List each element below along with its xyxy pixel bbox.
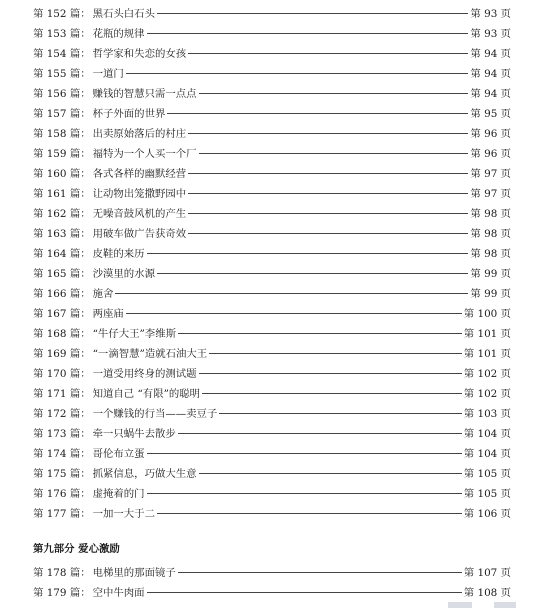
dot-leader xyxy=(199,473,462,474)
table-of-contents xyxy=(33,2,511,522)
entry-title: 一道受用终身的测试题 xyxy=(92,367,197,380)
dot-leader xyxy=(188,173,468,174)
toc-entry xyxy=(33,222,511,242)
dot-leader xyxy=(126,313,462,314)
entry-page-number: 第 102 页 xyxy=(463,387,511,400)
entry-title: 福特为一个人买一个厂 xyxy=(92,147,197,160)
entry-page-number: 第 101 页 xyxy=(463,347,511,360)
dot-leader xyxy=(178,572,462,573)
dot-leader xyxy=(147,33,469,34)
entry-number: 第 179 篇： xyxy=(33,586,91,599)
entry-page-number: 第 104 页 xyxy=(463,447,511,460)
entry-page-number: 第 97 页 xyxy=(470,167,511,180)
toc-entry xyxy=(33,382,511,402)
entry-number: 第 174 篇： xyxy=(33,447,91,460)
entry-number: 第 177 篇： xyxy=(33,507,91,520)
entry-title: 施舍 xyxy=(92,287,114,300)
toc-entry xyxy=(33,62,511,82)
entry-page-number: 第 105 页 xyxy=(463,487,511,500)
page-edge-shade xyxy=(448,602,472,608)
dot-leader xyxy=(115,293,468,294)
entry-number: 第 162 篇： xyxy=(33,207,91,220)
toc-entry xyxy=(33,302,511,322)
entry-title: “牛仔大王”李维斯 xyxy=(92,327,176,340)
dot-leader xyxy=(126,73,469,74)
toc-entry xyxy=(33,242,511,262)
toc-entry xyxy=(33,162,511,182)
toc-entry xyxy=(33,502,511,522)
entry-title: 沙漠里的水源 xyxy=(92,267,155,280)
entry-number: 第 156 篇： xyxy=(33,87,91,100)
entry-title: 一个赚钱的行当——卖豆子 xyxy=(92,407,218,420)
toc-entry xyxy=(33,362,511,382)
entry-number: 第 176 篇： xyxy=(33,487,91,500)
entry-title: 电梯里的那面镜子 xyxy=(92,566,176,579)
toc-entry xyxy=(33,82,511,102)
entry-title: 皮鞋的来历 xyxy=(92,247,145,260)
dot-leader xyxy=(147,592,462,593)
dot-leader xyxy=(178,433,462,434)
entry-title: 哲学家和失恋的女孩 xyxy=(92,47,187,60)
toc-entry xyxy=(33,42,511,62)
entry-title: 虚掩着的门 xyxy=(92,487,145,500)
entry-page-number: 第 108 页 xyxy=(463,586,511,599)
entry-title: 赚钱的智慧只需一点点 xyxy=(92,87,197,100)
entry-number: 第 161 篇： xyxy=(33,187,91,200)
dot-leader xyxy=(199,153,469,154)
entry-page-number: 第 99 页 xyxy=(470,267,511,280)
entry-number: 第 168 篇： xyxy=(33,327,91,340)
toc-entry xyxy=(33,402,511,422)
dot-leader xyxy=(167,113,468,114)
entry-title: 牵一只蜗牛去散步 xyxy=(92,427,176,440)
dot-leader xyxy=(157,513,462,514)
dot-leader xyxy=(157,13,468,14)
entry-page-number: 第 106 页 xyxy=(463,507,511,520)
entry-number: 第 153 篇： xyxy=(33,27,91,40)
entry-page-number: 第 104 页 xyxy=(463,427,511,440)
entry-title: 各式各样的幽默经营 xyxy=(92,167,187,180)
entry-page-number: 第 94 页 xyxy=(470,87,511,100)
toc-entry xyxy=(33,2,511,22)
entry-page-number: 第 99 页 xyxy=(470,287,511,300)
entry-page-number: 第 101 页 xyxy=(463,327,511,340)
dot-leader xyxy=(147,493,462,494)
entry-number: 第 178 篇： xyxy=(33,566,91,579)
entry-title: 一加一大于二 xyxy=(92,507,155,520)
page-edge-shade xyxy=(494,602,516,608)
dot-leader xyxy=(202,393,462,394)
entry-title: 杯子外面的世界 xyxy=(92,107,166,120)
dot-leader xyxy=(157,273,468,274)
entry-page-number: 第 98 页 xyxy=(470,227,511,240)
dot-leader xyxy=(219,413,461,414)
entry-number: 第 172 篇： xyxy=(33,407,91,420)
entry-title: 一道门 xyxy=(92,67,124,80)
entry-page-number: 第 98 页 xyxy=(470,247,511,260)
entry-title: 出卖原始落后的村庄 xyxy=(92,127,187,140)
entry-number: 第 164 篇： xyxy=(33,247,91,260)
toc-entry xyxy=(33,442,511,462)
entry-page-number: 第 96 页 xyxy=(470,127,511,140)
entry-page-number: 第 105 页 xyxy=(463,467,511,480)
entry-number: 第 166 篇： xyxy=(33,287,91,300)
entry-number: 第 157 篇： xyxy=(33,107,91,120)
toc-entry xyxy=(33,322,511,342)
entry-number: 第 155 篇： xyxy=(33,67,91,80)
entry-title: 让动物出笼撒野园中 xyxy=(92,187,187,200)
entry-number: 第 175 篇： xyxy=(33,467,91,480)
dot-leader xyxy=(199,373,462,374)
dot-leader xyxy=(199,93,469,94)
entry-number: 第 169 篇： xyxy=(33,347,91,360)
entry-page-number: 第 107 页 xyxy=(463,566,511,579)
entry-number: 第 160 篇： xyxy=(33,167,91,180)
entry-page-number: 第 95 页 xyxy=(470,107,511,120)
entry-page-number: 第 98 页 xyxy=(470,207,511,220)
entry-title: 哥伦布立蛋 xyxy=(92,447,145,460)
toc-entry xyxy=(33,561,511,581)
toc-entry xyxy=(33,342,511,362)
entry-page-number: 第 93 页 xyxy=(470,27,511,40)
entry-number: 第 152 篇： xyxy=(33,7,91,20)
entry-number: 第 163 篇： xyxy=(33,227,91,240)
entry-title: 抓紧信息，巧做大生意 xyxy=(92,467,197,480)
toc-entry xyxy=(33,282,511,302)
toc-entry xyxy=(33,262,511,282)
toc-entry xyxy=(33,122,511,142)
entry-title: 花瓶的规律 xyxy=(92,27,145,40)
entry-number: 第 170 篇： xyxy=(33,367,91,380)
entry-number: 第 173 篇： xyxy=(33,427,91,440)
entry-number: 第 165 篇： xyxy=(33,267,91,280)
dot-leader xyxy=(147,253,469,254)
toc-entry xyxy=(33,202,511,222)
entry-page-number: 第 94 页 xyxy=(470,67,511,80)
entry-title: “一滴智慧”造就石油大王 xyxy=(92,347,208,360)
entry-number: 第 167 篇： xyxy=(33,307,91,320)
dot-leader xyxy=(188,53,468,54)
entry-number: 第 154 篇： xyxy=(33,47,91,60)
dot-leader xyxy=(188,193,468,194)
toc-entry xyxy=(33,182,511,202)
dot-leader xyxy=(188,213,468,214)
section-heading: 第九部分 爱心激励 xyxy=(33,543,120,555)
entry-page-number: 第 103 页 xyxy=(463,407,511,420)
entry-page-number: 第 93 页 xyxy=(470,7,511,20)
dot-leader xyxy=(209,353,462,354)
entry-page-number: 第 102 页 xyxy=(463,367,511,380)
entry-title: 无噪音鼓风机的产生 xyxy=(92,207,187,220)
entry-page-number: 第 100 页 xyxy=(463,307,511,320)
toc-entry xyxy=(33,142,511,162)
toc-entry xyxy=(33,422,511,442)
entry-title: 黑石头白石头 xyxy=(92,7,155,20)
toc-entry xyxy=(33,581,511,601)
dot-leader xyxy=(188,233,468,234)
entry-title: 空中牛肉面 xyxy=(92,586,145,599)
entry-number: 第 158 篇： xyxy=(33,127,91,140)
dot-leader xyxy=(178,333,462,334)
dot-leader xyxy=(147,453,462,454)
entry-page-number: 第 96 页 xyxy=(470,147,511,160)
toc-entry xyxy=(33,102,511,122)
entry-number: 第 159 篇： xyxy=(33,147,91,160)
toc-entry xyxy=(33,22,511,42)
toc-entry xyxy=(33,482,511,502)
entry-title: 两座庙 xyxy=(92,307,124,320)
entry-title: 用破车做广告获奇效 xyxy=(92,227,187,240)
table-of-contents-section-9 xyxy=(33,561,511,601)
entry-number: 第 171 篇： xyxy=(33,387,91,400)
dot-leader xyxy=(188,133,468,134)
toc-entry xyxy=(33,462,511,482)
entry-page-number: 第 94 页 xyxy=(470,47,511,60)
entry-page-number: 第 97 页 xyxy=(470,187,511,200)
entry-title: 知道自己 “有限”的聪明 xyxy=(92,387,201,400)
